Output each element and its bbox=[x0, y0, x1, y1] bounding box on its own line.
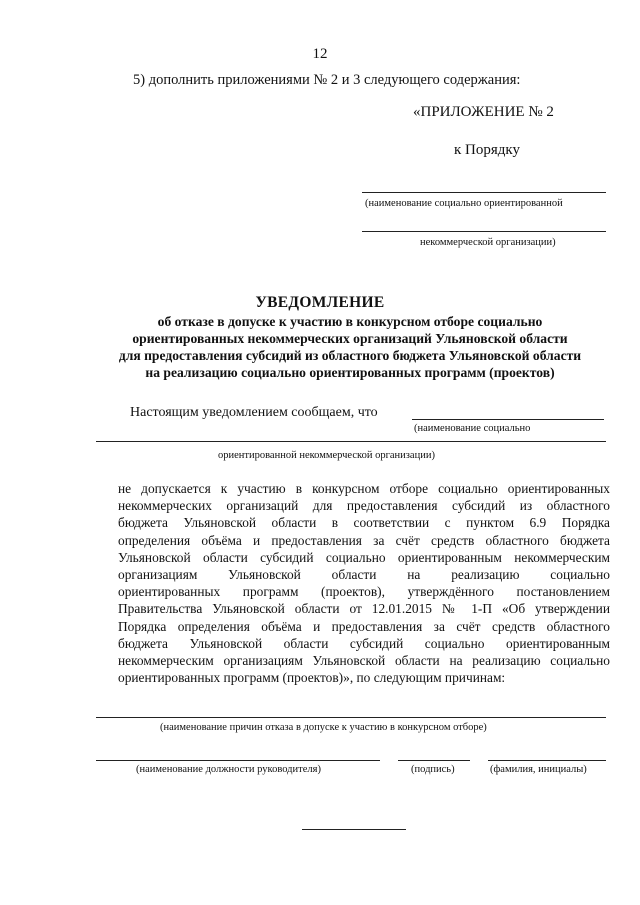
org-name-caption-2: некоммерческой организации) bbox=[420, 237, 556, 248]
appendix-subtitle: к Порядку bbox=[454, 142, 520, 158]
notice-org-line-2 bbox=[96, 441, 606, 442]
position-caption: (наименование должности руководителя) bbox=[136, 764, 321, 775]
org-name-line-2 bbox=[362, 231, 606, 232]
notice-caption-1: (наименование социально bbox=[414, 423, 531, 434]
signature-line bbox=[398, 760, 470, 761]
org-name-line-1 bbox=[362, 192, 606, 193]
notice-subtitle-line: для предоставления субсидий из областного бюджета Ульяновской области bbox=[118, 348, 582, 363]
page-number: 12 bbox=[312, 46, 328, 62]
notice-subtitle bbox=[90, 313, 610, 381]
org-name-caption-1: (наименование социально ориентированной bbox=[365, 198, 563, 209]
body-line: не допускается к участию в конкурсном отборе социально ориентированных bbox=[118, 481, 610, 496]
name-caption: (фамилия, инициалы) bbox=[490, 764, 587, 775]
body-line: ориентированных программ (проектов), утверждённого постановлением bbox=[118, 584, 610, 600]
name-line bbox=[488, 760, 606, 761]
notice-caption-2: ориентированной некоммерческой организации) bbox=[218, 450, 435, 461]
body-line: Правительства Ульяновской области от 12.01.2015 № 1-П «Об утверждении bbox=[118, 601, 610, 617]
body-line: определения объёма и предоставления за счёт средств областного бюджета bbox=[118, 532, 610, 548]
intro-paragraph: 5) дополнить приложениями № 2 и 3 следующего содержания: bbox=[133, 72, 521, 88]
notice-subtitle-line: ориентированных некоммерческих организаций Ульяновской области bbox=[132, 331, 568, 346]
reasons-line bbox=[96, 717, 606, 718]
body-line: организациям Ульяновской области на реализацию социально bbox=[118, 567, 610, 583]
body-paragraph bbox=[118, 480, 610, 686]
body-line: Порядка определения объёма и предоставления за счёт средств областного bbox=[118, 618, 610, 634]
body-line: бюджета Ульяновской области в соответствии с пунктом 6.9 Порядка bbox=[118, 515, 610, 531]
appendix-title: «ПРИЛОЖЕНИЕ № 2 bbox=[413, 104, 554, 120]
notice-subtitle-line: на реализацию социально ориентированных программ (проектов) bbox=[145, 365, 555, 380]
body-line: бюджета Ульяновской области субсидий социально ориентированным bbox=[118, 635, 610, 651]
body-line: некоммерческих организаций для предоставления субсидий из областного bbox=[118, 498, 610, 514]
separator-line bbox=[302, 829, 406, 830]
notice-text: Настоящим уведомлением сообщаем, что bbox=[130, 405, 378, 420]
notice-org-line bbox=[412, 419, 604, 420]
body-line: ориентированных программ (проектов)», по следующим причинам: bbox=[118, 670, 506, 686]
notice-subtitle-line: об отказе в допуске к участию в конкурсном отборе социально bbox=[157, 314, 543, 329]
body-line: некоммерческим организациям Ульяновской области на реализацию социально bbox=[118, 653, 610, 669]
reasons-caption: (наименование причин отказа в допуске к участию в конкурсном отборе) bbox=[160, 722, 487, 733]
body-line: Ульяновской области субсидий социально ориентированным некоммерческим bbox=[118, 549, 610, 565]
signature-caption: (подпись) bbox=[411, 764, 455, 775]
position-line bbox=[96, 760, 380, 761]
notice-title: УВЕДОМЛЕНИЕ bbox=[255, 294, 385, 311]
